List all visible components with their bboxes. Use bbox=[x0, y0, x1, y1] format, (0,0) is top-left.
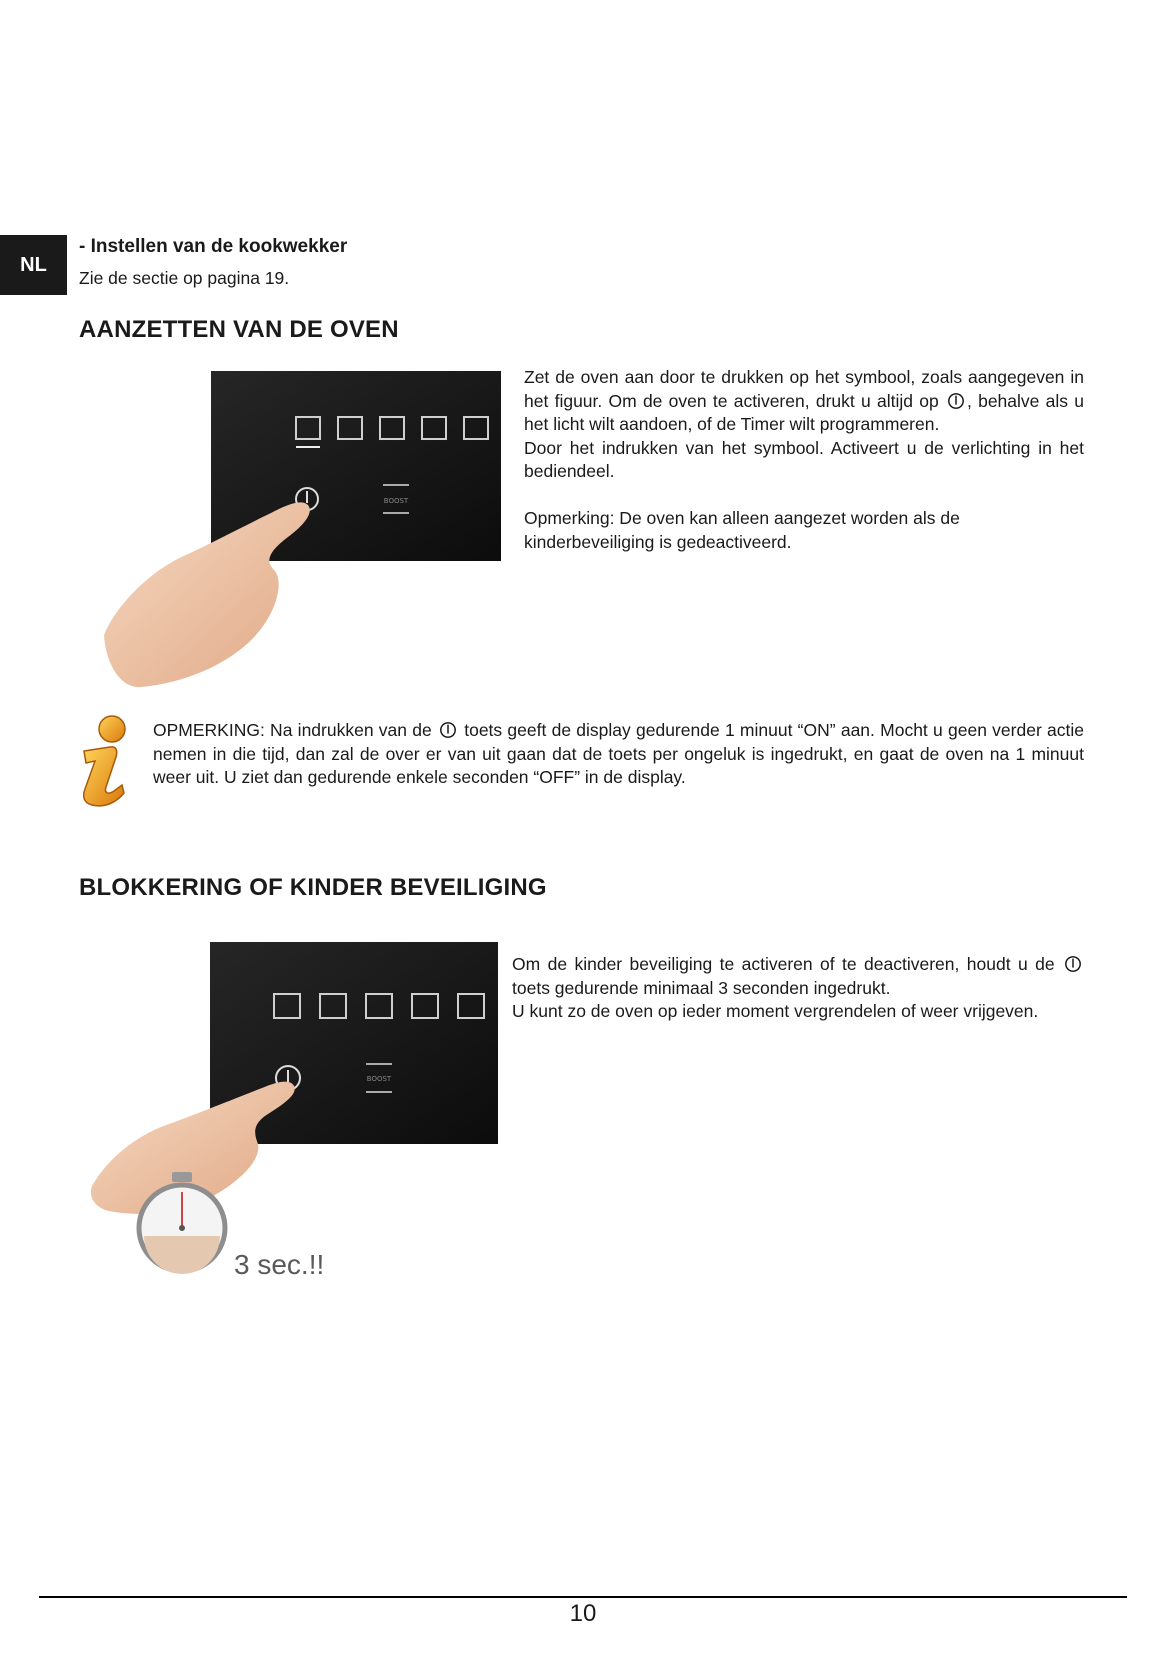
footer-divider bbox=[39, 1596, 1127, 1598]
info-note-text bbox=[153, 719, 1084, 790]
language-tab: NL bbox=[0, 235, 67, 295]
power-symbol-icon bbox=[439, 721, 457, 739]
timer-reference-text: Zie de sectie op pagina 19. bbox=[79, 268, 290, 288]
section1-text-light: Door het indrukken van het symbool. Activeert u de verlichting in het bediendeel. bbox=[524, 437, 1084, 481]
hand-icon bbox=[104, 502, 310, 687]
section1-text bbox=[524, 366, 1084, 554]
page-number: 10 bbox=[569, 1600, 597, 1627]
section1-note: Opmerking: De oven kan alleen aangezet worden als de kinderbeveiliging is gedeactiveerd. bbox=[524, 508, 960, 552]
section2-text-unlock: U kunt zo de oven op ieder moment vergrendelen of weer vrijgeven. bbox=[512, 1001, 1039, 1021]
section-title-oven-on: AANZETTEN VAN DE OVEN bbox=[79, 316, 399, 343]
section2-text-part1: Om de kinder beveiliging te activeren of te deactiveren, houdt u de bbox=[512, 954, 1055, 974]
info-icon bbox=[78, 713, 134, 809]
svg-text:BOOST: BOOST bbox=[383, 497, 409, 505]
timer-label: 3 sec.!! bbox=[234, 1249, 325, 1280]
child-lock-illustration bbox=[84, 936, 504, 1296]
control-panel-illustration bbox=[96, 365, 506, 695]
section2-text bbox=[512, 953, 1084, 1024]
section1-text-part2: , behalve als u het licht wilt aandoen, of de Timer wilt programmeren. bbox=[524, 390, 1084, 434]
section1-text-part1: Zet de oven aan door te drukken op het symbool, zoals aangegeven in het figuur. Om de oven te activeren, drukt u altijd op bbox=[524, 367, 1084, 411]
timer-heading: - Instellen van de kookwekker bbox=[79, 236, 348, 257]
info-note-part1: OPMERKING: Na indrukken van de bbox=[153, 720, 432, 740]
info-note-part2: toets geeft de display gedurende 1 minuut “ON” aan. Mocht u geen verder actie nemen in die tijd, dan zal de over er van uit gaan dat de toets per ongeluk is ingedrukt, en gaat de oven na 1 minuut weer uit. U ziet dan gedurende enkele seconden “OFF” in de display. bbox=[153, 720, 1084, 787]
svg-text:BOOST: BOOST bbox=[366, 1075, 392, 1083]
section2-text-part2: toets gedurende minimaal 3 seconden ingedrukt. bbox=[512, 977, 891, 998]
power-symbol-icon bbox=[947, 392, 965, 410]
section-title-child-lock: BLOKKERING OF KINDER BEVEILIGING bbox=[79, 874, 547, 901]
power-symbol-icon bbox=[1064, 955, 1082, 973]
